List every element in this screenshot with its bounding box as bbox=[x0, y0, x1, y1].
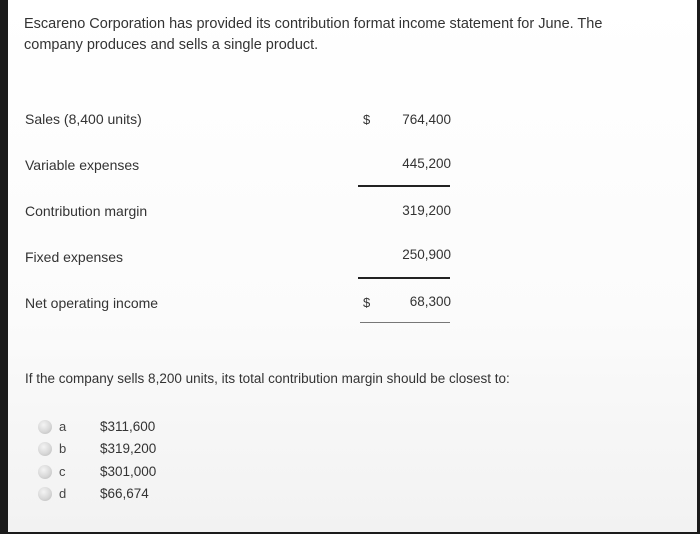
subtotal-rule bbox=[358, 185, 450, 187]
net-operating-income-label: Net operating income bbox=[25, 295, 159, 311]
question-text: If the company sells 8,200 units, its total contribution margin should be closest to: bbox=[25, 371, 510, 386]
contribution-margin-label: Contribution margin bbox=[25, 203, 148, 219]
option-b[interactable] bbox=[38, 439, 238, 459]
option-a[interactable] bbox=[38, 417, 238, 437]
contribution-margin-amount: 319,200 bbox=[402, 203, 451, 218]
option-c[interactable] bbox=[38, 462, 238, 482]
total-rule bbox=[360, 322, 450, 323]
variable-expenses-amount: 445,200 bbox=[402, 156, 451, 171]
sales-amount: 764,400 bbox=[402, 112, 451, 127]
option-b-letter: b bbox=[59, 441, 67, 456]
intro-text: Escareno Corporation has provided its contribution format income statement for June. The company produces and sells a single product. bbox=[24, 16, 603, 53]
net-operating-income-dollar-sign: $ bbox=[363, 295, 371, 310]
net-operating-income-amount: 68,300 bbox=[409, 294, 451, 309]
option-a-letter: a bbox=[59, 419, 67, 434]
variable-expenses-label: Variable expenses bbox=[25, 157, 140, 173]
option-c-value: $301,000 bbox=[100, 464, 157, 479]
option-d-value: $66,674 bbox=[100, 486, 149, 501]
option-c-letter: c bbox=[59, 464, 66, 479]
option-d[interactable] bbox=[38, 484, 238, 504]
option-a-value: $311,600 bbox=[100, 419, 156, 434]
sales-label: Sales (8,400 units) bbox=[25, 111, 142, 127]
option-a-radio[interactable] bbox=[38, 420, 52, 434]
option-b-radio[interactable] bbox=[38, 442, 52, 456]
option-b-value: $319,200 bbox=[100, 441, 157, 456]
option-d-radio[interactable] bbox=[38, 487, 52, 501]
question-panel bbox=[8, 0, 697, 532]
fixed-expenses-amount: 250,900 bbox=[402, 247, 451, 262]
subtotal-rule bbox=[358, 277, 450, 279]
option-d-letter: d bbox=[59, 486, 67, 501]
option-c-radio[interactable] bbox=[38, 465, 52, 479]
fixed-expenses-label: Fixed expenses bbox=[25, 249, 124, 265]
sales-dollar-sign: $ bbox=[363, 112, 371, 127]
